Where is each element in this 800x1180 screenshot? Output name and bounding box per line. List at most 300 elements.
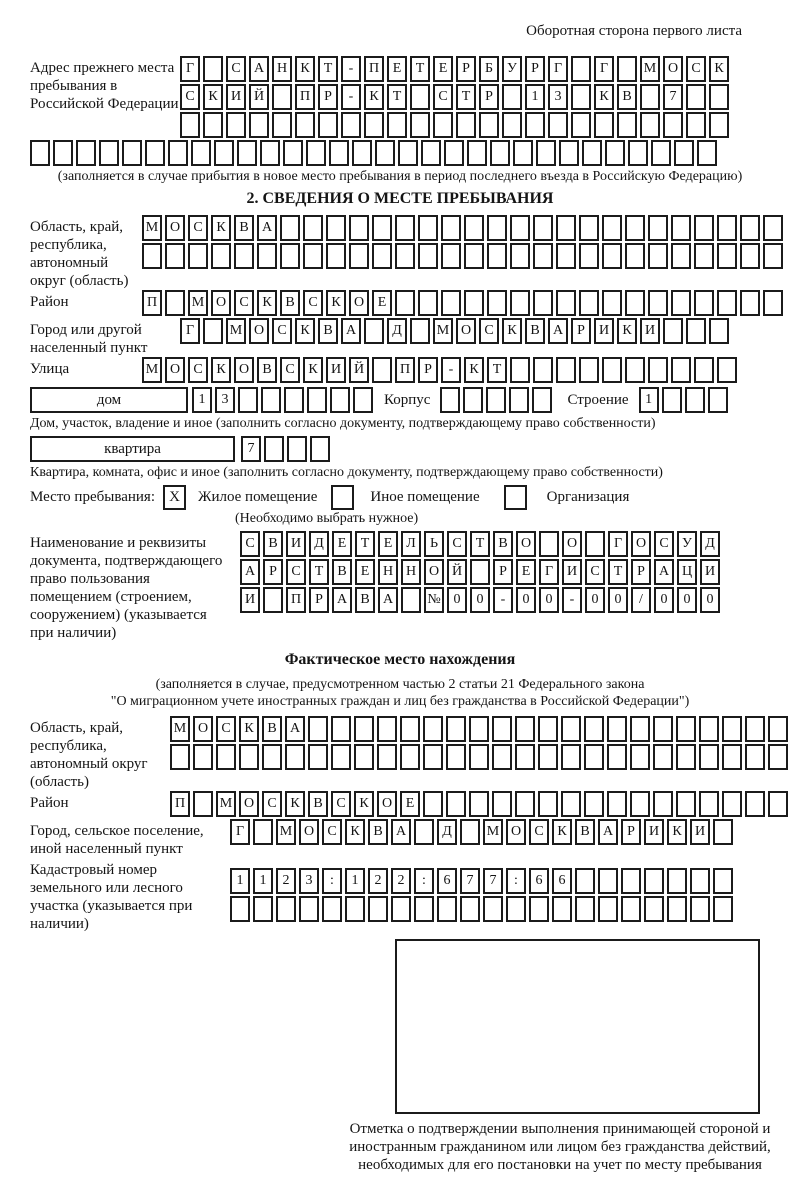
char-cell[interactable]: В xyxy=(575,819,595,845)
char-cell[interactable] xyxy=(375,140,395,166)
char-cell[interactable]: Р xyxy=(621,819,641,845)
char-cell[interactable]: О xyxy=(349,290,369,316)
char-cell[interactable]: С xyxy=(240,531,260,557)
char-cell[interactable]: О xyxy=(377,791,397,817)
char-cell[interactable] xyxy=(318,112,338,138)
char-cell[interactable] xyxy=(467,140,487,166)
char-cell[interactable]: К xyxy=(257,290,277,316)
char-cell[interactable]: М xyxy=(433,318,453,344)
char-cell[interactable] xyxy=(709,318,729,344)
char-cell[interactable] xyxy=(552,896,572,922)
char-cell[interactable] xyxy=(306,140,326,166)
char-cell[interactable] xyxy=(470,559,490,585)
char-cell[interactable] xyxy=(602,357,622,383)
char-cell[interactable]: Й xyxy=(447,559,467,585)
char-cell[interactable] xyxy=(492,791,512,817)
char-cell[interactable]: И xyxy=(326,357,346,383)
char-cell[interactable]: К xyxy=(617,318,637,344)
char-cell[interactable] xyxy=(640,112,660,138)
char-cell[interactable] xyxy=(559,140,579,166)
char-cell[interactable]: 1 xyxy=(230,868,250,894)
char-cell[interactable] xyxy=(539,531,559,557)
char-cell[interactable] xyxy=(630,791,650,817)
char-cell[interactable]: 3 xyxy=(215,387,235,413)
char-cell[interactable] xyxy=(667,868,687,894)
char-cell[interactable] xyxy=(237,140,257,166)
char-cell[interactable] xyxy=(713,896,733,922)
char-cell[interactable]: В xyxy=(318,318,338,344)
char-cell[interactable]: И xyxy=(690,819,710,845)
char-cell[interactable] xyxy=(713,868,733,894)
char-cell[interactable] xyxy=(418,243,438,269)
char-cell[interactable]: С xyxy=(433,84,453,110)
char-cell[interactable] xyxy=(529,896,549,922)
char-cell[interactable] xyxy=(648,290,668,316)
char-cell[interactable] xyxy=(561,744,581,770)
char-cell[interactable]: К xyxy=(345,819,365,845)
char-cell[interactable] xyxy=(676,716,696,742)
char-cell[interactable] xyxy=(717,215,737,241)
char-cell[interactable]: М xyxy=(483,819,503,845)
char-cell[interactable] xyxy=(598,896,618,922)
char-cell[interactable] xyxy=(423,744,443,770)
char-cell[interactable] xyxy=(401,587,421,613)
char-cell[interactable] xyxy=(440,387,460,413)
char-cell[interactable]: 1 xyxy=(525,84,545,110)
char-cell[interactable] xyxy=(308,744,328,770)
char-cell[interactable] xyxy=(575,896,595,922)
char-cell[interactable]: Р xyxy=(525,56,545,82)
char-cell[interactable] xyxy=(372,215,392,241)
char-cell[interactable] xyxy=(400,716,420,742)
char-cell[interactable] xyxy=(441,215,461,241)
char-cell[interactable] xyxy=(410,84,430,110)
char-cell[interactable] xyxy=(690,868,710,894)
char-cell[interactable] xyxy=(170,744,190,770)
char-cell[interactable]: А xyxy=(548,318,568,344)
char-cell[interactable]: 0 xyxy=(677,587,697,613)
char-cell[interactable] xyxy=(99,140,119,166)
char-cell[interactable]: Й xyxy=(349,357,369,383)
char-cell[interactable] xyxy=(745,791,765,817)
char-cell[interactable] xyxy=(694,215,714,241)
char-cell[interactable]: А xyxy=(240,559,260,585)
char-cell[interactable]: 1 xyxy=(253,868,273,894)
char-cell[interactable]: 7 xyxy=(460,868,480,894)
char-cell[interactable] xyxy=(515,744,535,770)
char-cell[interactable] xyxy=(295,112,315,138)
char-cell[interactable] xyxy=(709,84,729,110)
char-cell[interactable] xyxy=(625,357,645,383)
char-cell[interactable] xyxy=(261,387,281,413)
char-cell[interactable]: К xyxy=(295,56,315,82)
char-cell[interactable] xyxy=(395,215,415,241)
char-cell[interactable] xyxy=(234,243,254,269)
char-cell[interactable]: / xyxy=(631,587,651,613)
char-cell[interactable] xyxy=(671,290,691,316)
char-cell[interactable] xyxy=(763,290,783,316)
char-cell[interactable]: Е xyxy=(355,559,375,585)
char-cell[interactable] xyxy=(308,716,328,742)
char-cell[interactable] xyxy=(299,896,319,922)
char-cell[interactable]: 1 xyxy=(192,387,212,413)
char-cell[interactable]: С xyxy=(272,318,292,344)
char-cell[interactable] xyxy=(203,318,223,344)
char-cell[interactable]: Л xyxy=(401,531,421,557)
char-cell[interactable] xyxy=(709,112,729,138)
char-cell[interactable] xyxy=(584,791,604,817)
char-cell[interactable]: И xyxy=(562,559,582,585)
char-cell[interactable]: О xyxy=(631,531,651,557)
char-cell[interactable]: О xyxy=(456,318,476,344)
char-cell[interactable] xyxy=(717,357,737,383)
char-cell[interactable] xyxy=(653,744,673,770)
char-cell[interactable] xyxy=(463,387,483,413)
char-cell[interactable] xyxy=(648,243,668,269)
char-cell[interactable]: С xyxy=(331,791,351,817)
char-cell[interactable] xyxy=(203,56,223,82)
char-cell[interactable] xyxy=(203,112,223,138)
char-cell[interactable] xyxy=(602,243,622,269)
char-cell[interactable]: 7 xyxy=(483,868,503,894)
char-cell[interactable]: Р xyxy=(318,84,338,110)
char-cell[interactable] xyxy=(272,112,292,138)
char-cell[interactable]: Р xyxy=(309,587,329,613)
char-cell[interactable] xyxy=(272,84,292,110)
char-cell[interactable] xyxy=(676,791,696,817)
char-cell[interactable] xyxy=(548,112,568,138)
char-cell[interactable] xyxy=(330,387,350,413)
char-cell[interactable]: 0 xyxy=(700,587,720,613)
char-cell[interactable]: Г xyxy=(548,56,568,82)
char-cell[interactable]: 1 xyxy=(345,868,365,894)
char-cell[interactable]: 2 xyxy=(276,868,296,894)
char-cell[interactable]: Г xyxy=(230,819,250,845)
char-cell[interactable]: С xyxy=(280,357,300,383)
char-cell[interactable] xyxy=(460,896,480,922)
char-cell[interactable] xyxy=(699,744,719,770)
char-cell[interactable] xyxy=(122,140,142,166)
char-cell[interactable]: Д xyxy=(700,531,720,557)
char-cell[interactable] xyxy=(515,791,535,817)
char-cell[interactable]: С xyxy=(686,56,706,82)
char-cell[interactable]: Т xyxy=(309,559,329,585)
char-cell[interactable] xyxy=(617,56,637,82)
char-cell[interactable] xyxy=(280,215,300,241)
char-cell[interactable] xyxy=(676,744,696,770)
char-cell[interactable] xyxy=(349,243,369,269)
char-cell[interactable]: Н xyxy=(401,559,421,585)
char-cell[interactable]: Е xyxy=(387,56,407,82)
char-cell[interactable]: № xyxy=(424,587,444,613)
char-cell[interactable] xyxy=(188,243,208,269)
char-cell[interactable] xyxy=(648,357,668,383)
char-cell[interactable] xyxy=(487,290,507,316)
char-cell[interactable]: П xyxy=(170,791,190,817)
char-cell[interactable]: М xyxy=(640,56,660,82)
char-cell[interactable] xyxy=(329,140,349,166)
char-cell[interactable] xyxy=(602,290,622,316)
char-cell[interactable]: О xyxy=(249,318,269,344)
char-cell[interactable]: : xyxy=(414,868,434,894)
char-cell[interactable]: Е xyxy=(400,791,420,817)
char-cell[interactable]: Т xyxy=(355,531,375,557)
char-cell[interactable]: Н xyxy=(378,559,398,585)
char-cell[interactable]: У xyxy=(502,56,522,82)
char-cell[interactable] xyxy=(307,387,327,413)
char-cell[interactable]: 0 xyxy=(470,587,490,613)
char-cell[interactable] xyxy=(469,716,489,742)
char-cell[interactable] xyxy=(464,290,484,316)
char-cell[interactable] xyxy=(446,744,466,770)
char-cell[interactable] xyxy=(437,896,457,922)
char-cell[interactable] xyxy=(621,896,641,922)
char-cell[interactable] xyxy=(398,140,418,166)
char-cell[interactable] xyxy=(253,896,273,922)
char-cell[interactable] xyxy=(621,868,641,894)
char-cell[interactable]: Р xyxy=(571,318,591,344)
char-cell[interactable]: В xyxy=(525,318,545,344)
char-cell[interactable] xyxy=(414,896,434,922)
char-cell[interactable]: В xyxy=(263,531,283,557)
char-cell[interactable]: А xyxy=(378,587,398,613)
char-cell[interactable] xyxy=(395,290,415,316)
char-cell[interactable]: Д xyxy=(387,318,407,344)
char-cell[interactable] xyxy=(239,744,259,770)
char-cell[interactable] xyxy=(585,531,605,557)
char-cell[interactable] xyxy=(391,896,411,922)
char-cell[interactable]: 2 xyxy=(368,868,388,894)
char-cell[interactable]: К xyxy=(211,357,231,383)
char-cell[interactable] xyxy=(694,357,714,383)
char-cell[interactable]: И xyxy=(594,318,614,344)
char-cell[interactable] xyxy=(460,819,480,845)
char-cell[interactable] xyxy=(648,215,668,241)
char-cell[interactable] xyxy=(745,716,765,742)
char-cell[interactable] xyxy=(556,290,576,316)
char-cell[interactable]: И xyxy=(226,84,246,110)
char-cell[interactable] xyxy=(697,140,717,166)
char-cell[interactable] xyxy=(745,744,765,770)
char-cell[interactable] xyxy=(322,896,342,922)
char-cell[interactable] xyxy=(651,140,671,166)
char-cell[interactable]: И xyxy=(644,819,664,845)
char-cell[interactable] xyxy=(352,140,372,166)
char-cell[interactable] xyxy=(165,290,185,316)
char-cell[interactable] xyxy=(594,112,614,138)
char-cell[interactable] xyxy=(510,290,530,316)
char-cell[interactable]: В xyxy=(332,559,352,585)
char-cell[interactable] xyxy=(607,791,627,817)
char-cell[interactable] xyxy=(625,215,645,241)
char-cell[interactable] xyxy=(510,243,530,269)
char-cell[interactable] xyxy=(483,896,503,922)
char-cell[interactable] xyxy=(694,290,714,316)
char-cell[interactable] xyxy=(211,243,231,269)
char-cell[interactable] xyxy=(285,744,305,770)
char-cell[interactable]: 6 xyxy=(529,868,549,894)
char-cell[interactable] xyxy=(671,243,691,269)
char-cell[interactable] xyxy=(699,791,719,817)
char-cell[interactable] xyxy=(238,387,258,413)
char-cell[interactable] xyxy=(464,215,484,241)
char-cell[interactable] xyxy=(556,243,576,269)
char-cell[interactable] xyxy=(561,716,581,742)
char-cell[interactable]: С xyxy=(188,215,208,241)
char-cell[interactable]: Р xyxy=(631,559,651,585)
char-cell[interactable] xyxy=(142,243,162,269)
char-cell[interactable] xyxy=(617,112,637,138)
char-cell[interactable]: К xyxy=(709,56,729,82)
char-cell[interactable]: Т xyxy=(318,56,338,82)
char-cell[interactable]: М xyxy=(188,290,208,316)
char-cell[interactable] xyxy=(284,387,304,413)
char-cell[interactable] xyxy=(579,243,599,269)
char-cell[interactable]: Д xyxy=(437,819,457,845)
char-cell[interactable] xyxy=(377,716,397,742)
char-cell[interactable]: Р xyxy=(479,84,499,110)
char-cell[interactable] xyxy=(575,868,595,894)
char-cell[interactable]: В xyxy=(355,587,375,613)
char-cell[interactable]: К xyxy=(203,84,223,110)
char-cell[interactable]: С xyxy=(180,84,200,110)
char-cell[interactable]: С xyxy=(447,531,467,557)
char-cell[interactable] xyxy=(740,290,760,316)
char-cell[interactable]: - xyxy=(493,587,513,613)
char-cell[interactable]: О xyxy=(234,357,254,383)
char-cell[interactable]: П xyxy=(295,84,315,110)
char-cell[interactable]: О xyxy=(562,531,582,557)
char-cell[interactable] xyxy=(345,896,365,922)
char-cell[interactable] xyxy=(533,215,553,241)
char-cell[interactable] xyxy=(584,716,604,742)
char-cell[interactable]: : xyxy=(322,868,342,894)
char-cell[interactable] xyxy=(263,587,283,613)
char-cell[interactable] xyxy=(506,896,526,922)
char-cell[interactable]: Т xyxy=(608,559,628,585)
char-cell[interactable] xyxy=(556,357,576,383)
char-cell[interactable]: К xyxy=(354,791,374,817)
char-cell[interactable]: - xyxy=(341,84,361,110)
char-cell[interactable] xyxy=(372,243,392,269)
char-cell[interactable] xyxy=(377,744,397,770)
char-cell[interactable]: М xyxy=(216,791,236,817)
char-cell[interactable]: М xyxy=(170,716,190,742)
char-cell[interactable] xyxy=(579,290,599,316)
char-cell[interactable]: 1 xyxy=(639,387,659,413)
char-cell[interactable] xyxy=(605,140,625,166)
char-cell[interactable] xyxy=(740,243,760,269)
char-cell[interactable]: С xyxy=(226,56,246,82)
char-cell[interactable] xyxy=(662,387,682,413)
char-cell[interactable]: В xyxy=(257,357,277,383)
char-cell[interactable] xyxy=(607,744,627,770)
char-cell[interactable] xyxy=(354,716,374,742)
char-cell[interactable]: В xyxy=(308,791,328,817)
char-cell[interactable]: О xyxy=(424,559,444,585)
char-cell[interactable] xyxy=(502,84,522,110)
char-cell[interactable] xyxy=(492,744,512,770)
char-cell[interactable] xyxy=(640,84,660,110)
char-cell[interactable]: 0 xyxy=(654,587,674,613)
char-cell[interactable]: П xyxy=(364,56,384,82)
char-cell[interactable] xyxy=(165,243,185,269)
char-cell[interactable] xyxy=(686,112,706,138)
apartment-type-box[interactable]: квартира xyxy=(30,436,235,462)
char-cell[interactable]: И xyxy=(640,318,660,344)
char-cell[interactable]: С xyxy=(585,559,605,585)
char-cell[interactable] xyxy=(421,140,441,166)
char-cell[interactable] xyxy=(456,112,476,138)
char-cell[interactable] xyxy=(326,243,346,269)
char-cell[interactable]: Т xyxy=(470,531,490,557)
char-cell[interactable] xyxy=(699,716,719,742)
char-cell[interactable] xyxy=(538,791,558,817)
char-cell[interactable] xyxy=(579,357,599,383)
char-cell[interactable]: В xyxy=(493,531,513,557)
char-cell[interactable] xyxy=(464,243,484,269)
char-cell[interactable]: К xyxy=(552,819,572,845)
char-cell[interactable] xyxy=(763,215,783,241)
char-cell[interactable]: Ь xyxy=(424,531,444,557)
char-cell[interactable] xyxy=(502,112,522,138)
char-cell[interactable] xyxy=(310,436,330,462)
char-cell[interactable]: О xyxy=(506,819,526,845)
char-cell[interactable]: Й xyxy=(249,84,269,110)
char-cell[interactable]: Е xyxy=(332,531,352,557)
char-cell[interactable]: О xyxy=(516,531,536,557)
char-cell[interactable] xyxy=(168,140,188,166)
char-cell[interactable] xyxy=(423,716,443,742)
char-cell[interactable] xyxy=(561,791,581,817)
char-cell[interactable] xyxy=(180,112,200,138)
char-cell[interactable] xyxy=(414,819,434,845)
char-cell[interactable]: 0 xyxy=(516,587,536,613)
char-cell[interactable] xyxy=(525,112,545,138)
char-cell[interactable] xyxy=(708,387,728,413)
char-cell[interactable] xyxy=(193,744,213,770)
char-cell[interactable] xyxy=(486,387,506,413)
char-cell[interactable] xyxy=(469,744,489,770)
char-cell[interactable] xyxy=(768,716,788,742)
char-cell[interactable]: 3 xyxy=(548,84,568,110)
char-cell[interactable] xyxy=(30,140,50,166)
char-cell[interactable] xyxy=(571,84,591,110)
char-cell[interactable] xyxy=(625,290,645,316)
char-cell[interactable]: О xyxy=(193,716,213,742)
char-cell[interactable]: 0 xyxy=(608,587,628,613)
char-cell[interactable] xyxy=(368,896,388,922)
char-cell[interactable]: А xyxy=(654,559,674,585)
char-cell[interactable] xyxy=(193,791,213,817)
char-cell[interactable] xyxy=(768,791,788,817)
char-cell[interactable]: Е xyxy=(372,290,392,316)
char-cell[interactable]: К xyxy=(667,819,687,845)
char-cell[interactable] xyxy=(717,290,737,316)
char-cell[interactable]: О xyxy=(239,791,259,817)
char-cell[interactable] xyxy=(257,243,277,269)
char-cell[interactable] xyxy=(630,744,650,770)
char-cell[interactable]: Б xyxy=(479,56,499,82)
char-cell[interactable]: С xyxy=(654,531,674,557)
char-cell[interactable]: Р xyxy=(418,357,438,383)
char-cell[interactable] xyxy=(663,318,683,344)
char-cell[interactable]: К xyxy=(285,791,305,817)
char-cell[interactable] xyxy=(663,112,683,138)
char-cell[interactable] xyxy=(230,896,250,922)
char-cell[interactable] xyxy=(685,387,705,413)
char-cell[interactable]: С xyxy=(286,559,306,585)
